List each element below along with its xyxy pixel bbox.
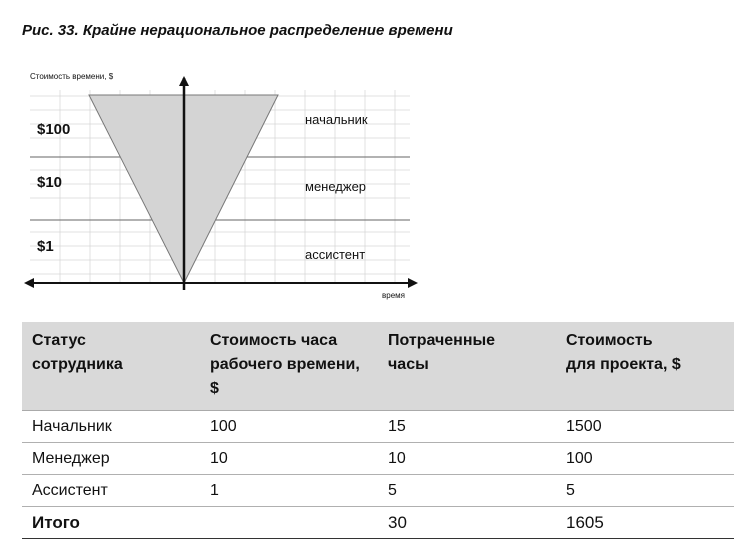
price-label: $1 <box>37 238 54 255</box>
figure-caption: Рис. 33. Крайне нерациональное распределение времени <box>22 22 453 39</box>
role-label: менеджер <box>305 179 367 194</box>
price-label: $10 <box>37 174 63 191</box>
column-header: Статус сотрудника <box>22 322 200 411</box>
x-axis-label: время <box>382 291 405 300</box>
time-cost-diagram <box>0 0 611 310</box>
table-cell: 100 <box>556 443 734 475</box>
column-header: Потраченные часы <box>378 322 556 411</box>
column-header: Стоимость для проекта, $ <box>556 322 734 411</box>
price-label: $100 <box>37 121 71 138</box>
role-label: ассистент <box>305 247 366 262</box>
column-header: Стоимость часа рабочего времени, $ <box>200 322 378 411</box>
y-axis-label: Стоимость времени, $ <box>30 72 114 81</box>
role-label: начальник <box>305 112 368 127</box>
total-hours: 30 <box>378 507 556 539</box>
table-cell <box>200 507 378 539</box>
table-row <box>22 475 734 507</box>
table-header-row <box>22 322 734 411</box>
table-cell: 15 <box>378 411 556 443</box>
table-cell: 10 <box>378 443 556 475</box>
total-label: Итого <box>22 507 200 539</box>
table-total-row <box>22 507 734 539</box>
table-cell: Ассистент <box>22 475 200 507</box>
table-row <box>22 411 734 443</box>
table-cell: 5 <box>378 475 556 507</box>
cost-table <box>22 322 734 539</box>
table-cell: 1500 <box>556 411 734 443</box>
total-cost: 1605 <box>556 507 734 539</box>
table-cell: Менеджер <box>22 443 200 475</box>
table-cell: Начальник <box>22 411 200 443</box>
table-row <box>22 443 734 475</box>
table-cell: 5 <box>556 475 734 507</box>
table-cell: 10 <box>200 443 378 475</box>
table-cell: 1 <box>200 475 378 507</box>
table-cell: 100 <box>200 411 378 443</box>
